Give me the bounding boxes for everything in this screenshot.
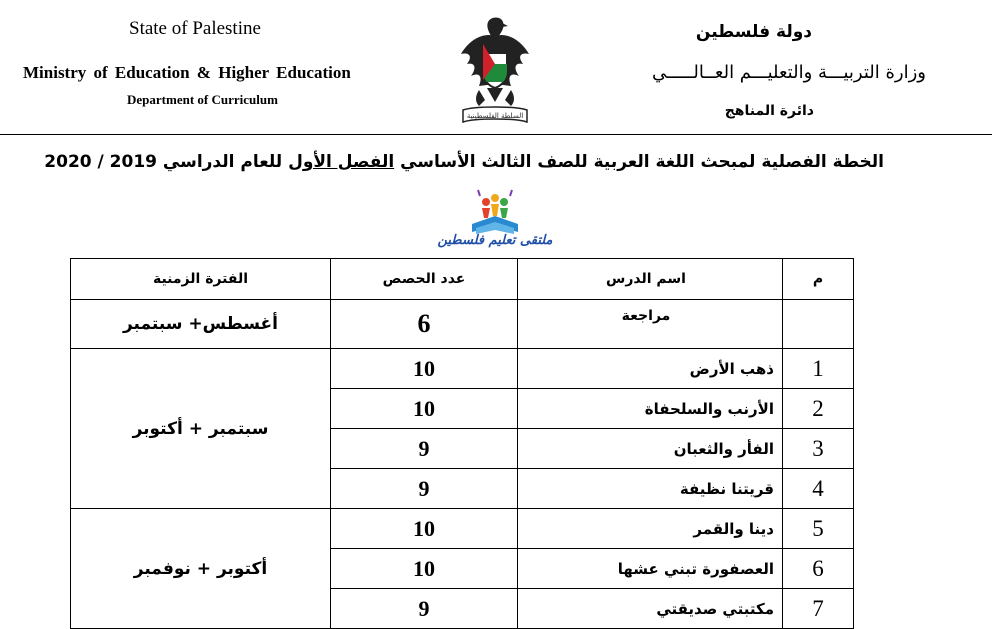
header-department-ar: دائرة المناهج [724, 103, 814, 119]
cell-lesson: الأرنب والسلحفاة [518, 389, 783, 429]
page-title [44, 152, 884, 172]
cell-period: أغسطس+ سبتمبر [71, 300, 331, 349]
header-period: الفترة الزمنية [71, 259, 331, 300]
title-part2: للعام الدراسي 2019 / 2020 [44, 152, 289, 172]
table-header-row [71, 259, 854, 300]
cell-count: 9 [331, 589, 518, 629]
cell-num [783, 300, 854, 349]
title-part1: الخطة الفصلية لمبحث اللغة العربية للصف الثالث الأساسي [394, 152, 884, 172]
cell-count: 10 [331, 549, 518, 589]
palestine-eagle-emblem-icon [455, 14, 535, 126]
cell-count: 10 [331, 349, 518, 389]
table-row-review [71, 300, 854, 349]
cell-lesson: الفأر والثعبان [518, 429, 783, 469]
cell-lesson: ذهب الأرض [518, 349, 783, 389]
title-semester: الفصل الأول [288, 152, 395, 172]
cell-num: 7 [783, 589, 854, 629]
header-divider [0, 134, 992, 135]
table-row [71, 349, 854, 389]
header-count: عدد الحصص [331, 259, 518, 300]
cell-count: 6 [331, 300, 518, 349]
cell-lesson: العصفورة تبني عشها [518, 549, 783, 589]
cell-lesson: مراجعة [518, 300, 783, 349]
cell-count: 10 [331, 389, 518, 429]
cell-count: 9 [331, 469, 518, 509]
cell-lesson: مكتبتي صديقتي [518, 589, 783, 629]
cell-num: 3 [783, 429, 854, 469]
cell-num: 6 [783, 549, 854, 589]
cell-count: 9 [331, 429, 518, 469]
header-state-en: State of Palestine [129, 18, 261, 39]
cell-num: 5 [783, 509, 854, 549]
cell-lesson: قريتنا نظيفة [518, 469, 783, 509]
semester-plan-table [70, 258, 854, 629]
cell-period: سبتمبر + أكتوبر [71, 349, 331, 509]
header-state-ar: دولة فلسطين [695, 22, 812, 42]
header-ministry-en: Ministry of Education & Higher Education [23, 63, 351, 82]
cell-period: أكتوبر + نوفمبر [71, 509, 331, 629]
table-row [71, 509, 854, 549]
header-lesson: اسم الدرس [518, 259, 783, 300]
cell-num: 4 [783, 469, 854, 509]
cell-num: 2 [783, 389, 854, 429]
header-ministry-ar: وزارة التربيـــة والتعليـــم العــالـــــي [652, 62, 926, 83]
header-department-en: Department of Curriculum [127, 92, 278, 107]
cell-num: 1 [783, 349, 854, 389]
cell-count: 10 [331, 509, 518, 549]
forum-logo-text: ملتقى تعليم فلسطين [437, 233, 553, 248]
emblem-caption: السلطة الفلسطينية [466, 112, 524, 120]
cell-lesson: دينا والقمر [518, 509, 783, 549]
header-num: م [783, 259, 854, 300]
